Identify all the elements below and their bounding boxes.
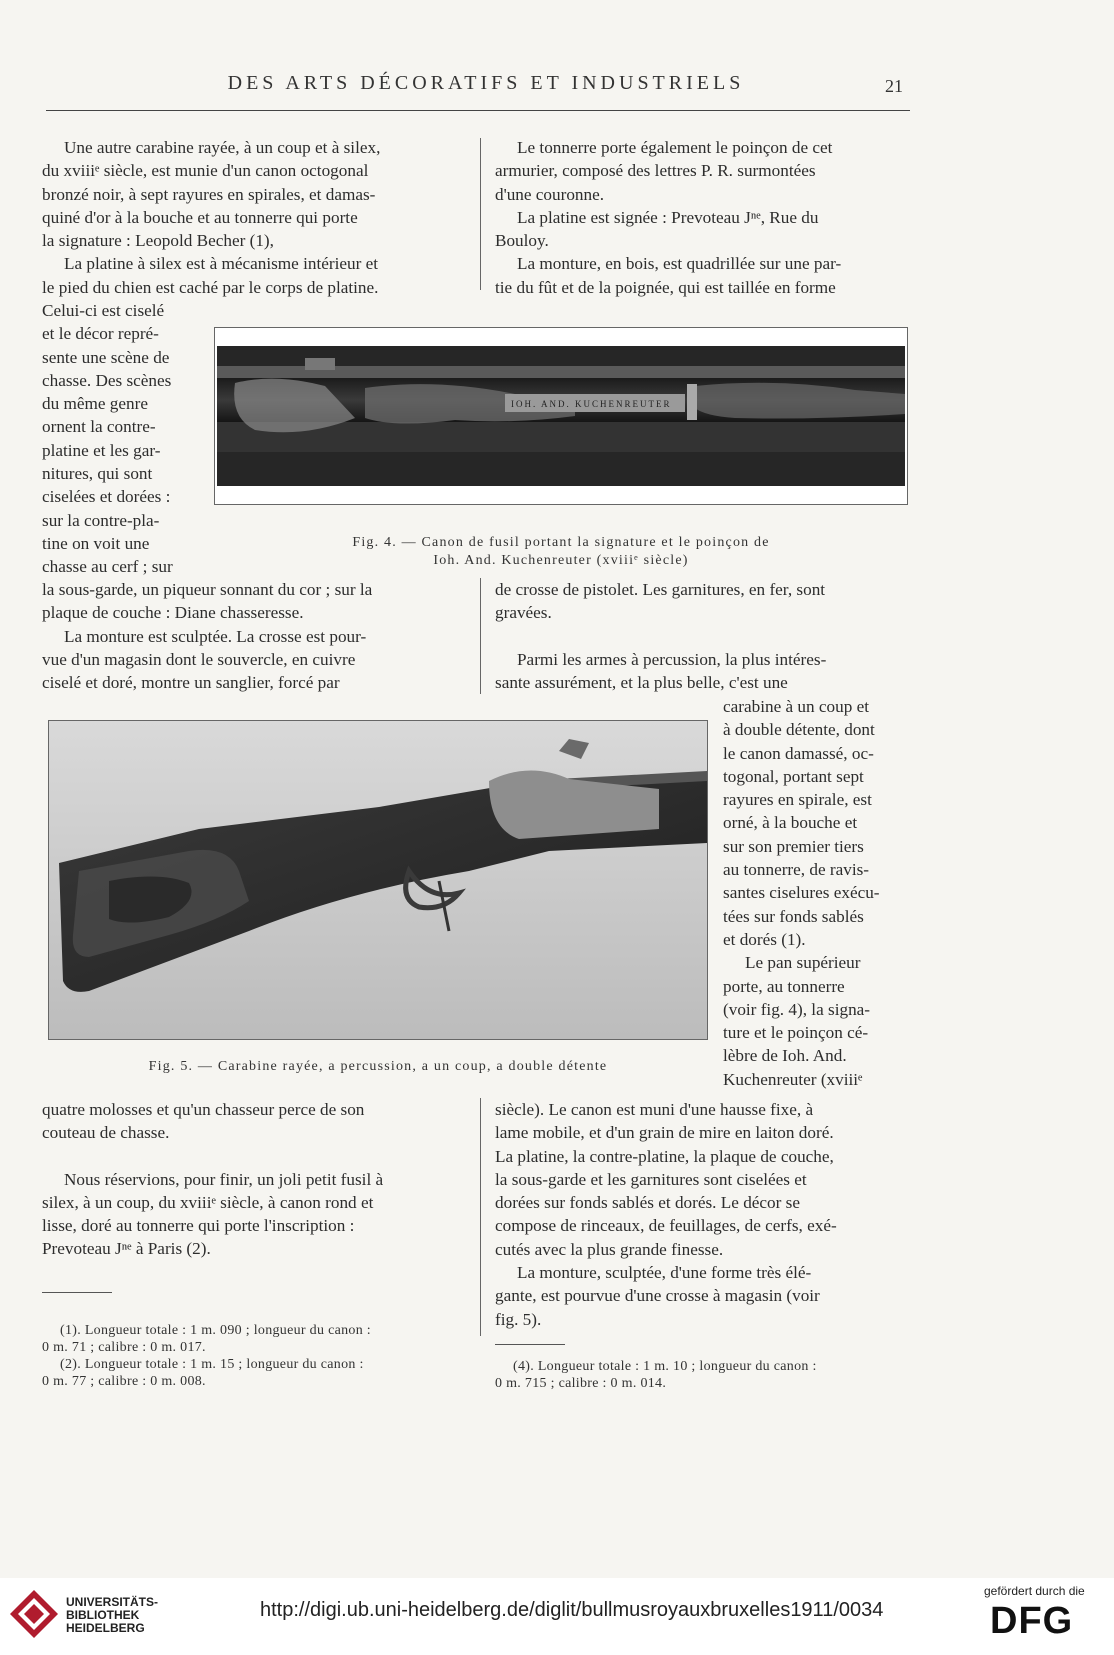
left-column-top xyxy=(42,136,460,299)
text-line: santes ciselures exécu- xyxy=(723,883,880,903)
text-line: la sous-garde, un piqueur sonnant du cor ; sur la xyxy=(42,580,373,599)
text-line: Une autre carabine rayée, à un coup et à silex, xyxy=(64,138,381,157)
right-column-wrap xyxy=(723,695,913,1091)
text-line: siècle). Le canon est muni d'une hausse fixe, à xyxy=(495,1100,814,1119)
text-line: Bouloy. xyxy=(495,231,549,251)
text-line: ornent la contre- xyxy=(42,417,156,437)
text-line: platine et les gar- xyxy=(42,440,161,460)
text-line: le pied du chien est caché par le corps de platine. xyxy=(42,277,379,297)
text-line: sente une scène de xyxy=(42,347,170,367)
text-line: à double détente, dont xyxy=(723,720,875,740)
text-line: Nous réservions, pour finir, un joli petit fusil à xyxy=(64,1169,384,1189)
figure-4-photo xyxy=(214,327,908,505)
page-number: 21 xyxy=(885,76,903,96)
text-line: chasse. Des scènes xyxy=(42,370,172,390)
footnote-line: (1). Longueur totale : 1 m. 090 ; longueur du canon : xyxy=(60,1323,371,1338)
text-line: quatre molosses et qu'un chasseur perce de son xyxy=(42,1100,365,1119)
footnote-line: (2). Longueur totale : 1 m. 15 ; longueur du canon : xyxy=(60,1357,364,1372)
text-line: La monture, en bois, est quadrillée sur une par- xyxy=(517,254,842,274)
library-name-line: UNIVERSITÄTS- xyxy=(66,1595,159,1609)
text-line: tie du fût et de la poignée, qui est taillée en forme xyxy=(495,277,836,297)
left-column-mid xyxy=(42,578,460,694)
text-line: armurier, composé des lettres P. R. surmontées xyxy=(495,161,816,181)
university-library-logo-icon xyxy=(8,1588,60,1640)
text-line: quiné d'or à la bouche et au tonnerre qui porte xyxy=(42,207,358,227)
footnote-line: 0 m. 77 ; calibre : 0 m. 008. xyxy=(42,1374,206,1389)
text-line: La monture, sculptée, d'une forme très élé- xyxy=(517,1263,812,1283)
left-column-wrap xyxy=(42,299,194,579)
footnotes-left xyxy=(42,1322,460,1390)
text-line: et dorés (1). xyxy=(723,929,806,949)
text-line: de crosse de pistolet. Les garnitures, en fer, sont xyxy=(495,580,826,599)
library-name-line: BIBLIOTHEK xyxy=(66,1608,140,1622)
text-line: et le décor repré- xyxy=(42,324,159,344)
text-line: Parmi les armes à percussion, la plus intéres- xyxy=(517,649,827,669)
text-line: carabine à un coup et xyxy=(723,697,870,716)
text-line: ture et le poinçon cé- xyxy=(723,1023,869,1043)
text-line: dorées sur fonds sablés et dorés. Le décor se xyxy=(495,1193,800,1213)
text-line: sur la contre-pla- xyxy=(42,510,160,530)
text-line: tine on voit une xyxy=(42,533,150,553)
column-divider xyxy=(480,138,481,290)
text-line: La platine à silex est à mécanisme intérieur et xyxy=(64,254,379,274)
gun-barrel-image xyxy=(215,328,907,504)
text-line: fig. 5). xyxy=(495,1309,542,1329)
right-column-mid xyxy=(495,578,913,694)
text-line: rayures en spirale, est xyxy=(723,790,872,810)
text-line: sante assurément, et la plus belle, c'est une xyxy=(495,672,788,692)
text-line: lame mobile, et d'un grain de mire en laiton doré. xyxy=(495,1123,834,1143)
running-head: DES ARTS DÉCORATIFS ET INDUSTRIELS xyxy=(227,72,745,94)
text-line: compose de rinceaux, de feuillages, de cerfs, exé- xyxy=(495,1216,837,1236)
column-divider xyxy=(480,1098,481,1336)
text-line: du même genre xyxy=(42,394,148,414)
figure-5-caption: Fig. 5. — Carabine rayée, a percussion, a un coup, a double détente xyxy=(148,1059,608,1074)
footnote-line: 0 m. 71 ; calibre : 0 m. 017. xyxy=(42,1340,206,1355)
text-line: vue d'un magasin dont le souvercle, en cuivre xyxy=(42,649,356,669)
text-line: Prevoteau Jⁿᵉ à Paris (2). xyxy=(42,1239,211,1259)
footnote-line: (4). Longueur totale : 1 m. 10 ; longueur du canon : xyxy=(513,1359,817,1374)
text-line: le canon damassé, oc- xyxy=(723,743,874,763)
dfg-logo: DFG xyxy=(990,1600,1074,1642)
text-line: sur son premier tiers xyxy=(723,836,864,856)
text-line: d'une couronne. xyxy=(495,184,605,204)
text-line: Kuchenreuter (xviiiᵉ xyxy=(723,1069,863,1089)
caption-line: Ioh. And. Kuchenreuter (xviiiᵉ siècle) xyxy=(433,553,689,568)
column-divider xyxy=(480,578,481,694)
text-line: Celui-ci est ciselé xyxy=(42,301,165,320)
text-line: nitures, qui sont xyxy=(42,464,153,484)
footnote-line: 0 m. 715 ; calibre : 0 m. 014. xyxy=(495,1376,667,1391)
text-line: cutés avec la plus grande finesse. xyxy=(495,1239,724,1259)
text-line: togonal, portant sept xyxy=(723,766,864,786)
text-line: bronzé noir, à sept rayures en spirales, et damas- xyxy=(42,184,376,204)
sponsor-text: gefördert durch die xyxy=(984,1584,1085,1598)
right-column-top xyxy=(495,136,913,299)
footnote-rule-left xyxy=(42,1292,112,1293)
text-line: ciselé et doré, montre un sanglier, forcé par xyxy=(42,673,340,693)
source-url-link[interactable]: http://digi.ub.uni-heidelberg.de/diglit/bullmusroyauxbruxelles1911/0034 xyxy=(260,1599,884,1621)
library-name xyxy=(66,1596,158,1635)
text-line: tées sur fonds sablés xyxy=(723,906,864,926)
footnotes-right xyxy=(495,1358,913,1392)
text-line: La platine, la contre-platine, la plaque de couche, xyxy=(495,1146,834,1166)
text-line: Le pan supérieur xyxy=(745,953,861,973)
figure-5-photo xyxy=(48,720,708,1040)
text-line: orné, à la bouche et xyxy=(723,813,858,833)
text-line: Le tonnerre porte également le poinçon de cet xyxy=(517,138,833,157)
text-line: plaque de couche : Diane chasseresse. xyxy=(42,603,304,623)
text-line: lèbre de Ioh. And. xyxy=(723,1046,847,1066)
carbine-image xyxy=(49,721,707,1039)
text-line: silex, à un coup, du xviiiᵉ siècle, à canon rond et xyxy=(42,1192,374,1212)
right-column-bottom xyxy=(495,1098,913,1331)
text-line: porte, au tonnerre xyxy=(723,976,845,996)
library-name-line: HEIDELBERG xyxy=(66,1621,145,1635)
text-line: chasse au cerf ; sur xyxy=(42,557,173,577)
text-line: couteau de chasse. xyxy=(42,1123,170,1143)
text-line: la signature : Leopold Becher (1), xyxy=(42,231,274,251)
engraved-signature: IOH. AND. KUCHENREUTER xyxy=(511,399,672,409)
text-line: au tonnerre, de ravis- xyxy=(723,860,870,880)
figure-4-caption xyxy=(214,534,908,570)
text-line: gravées. xyxy=(495,603,552,623)
left-column-bottom xyxy=(42,1098,460,1261)
caption-line: Fig. 4. — Canon de fusil portant la signature et le poinçon de xyxy=(352,535,770,550)
text-line: La monture est sculptée. La crosse est pour- xyxy=(64,626,367,646)
text-line: ciselées et dorées : xyxy=(42,487,171,507)
footnote-rule-right xyxy=(495,1344,565,1345)
text-line: gante, est pourvue d'une crosse à magasin (voir xyxy=(495,1286,820,1306)
text-line: La platine est signée : Prevoteau Jⁿᵉ, Rue du xyxy=(517,207,819,227)
text-line: lisse, doré au tonnerre qui porte l'inscription : xyxy=(42,1216,355,1236)
header-rule xyxy=(46,110,910,111)
text-line: (voir fig. 4), la signa- xyxy=(723,999,871,1019)
text-line: la sous-garde et les garnitures sont ciselées et xyxy=(495,1169,807,1189)
text-line: du xviiiᵉ siècle, est munie d'un canon octogonal xyxy=(42,161,369,181)
